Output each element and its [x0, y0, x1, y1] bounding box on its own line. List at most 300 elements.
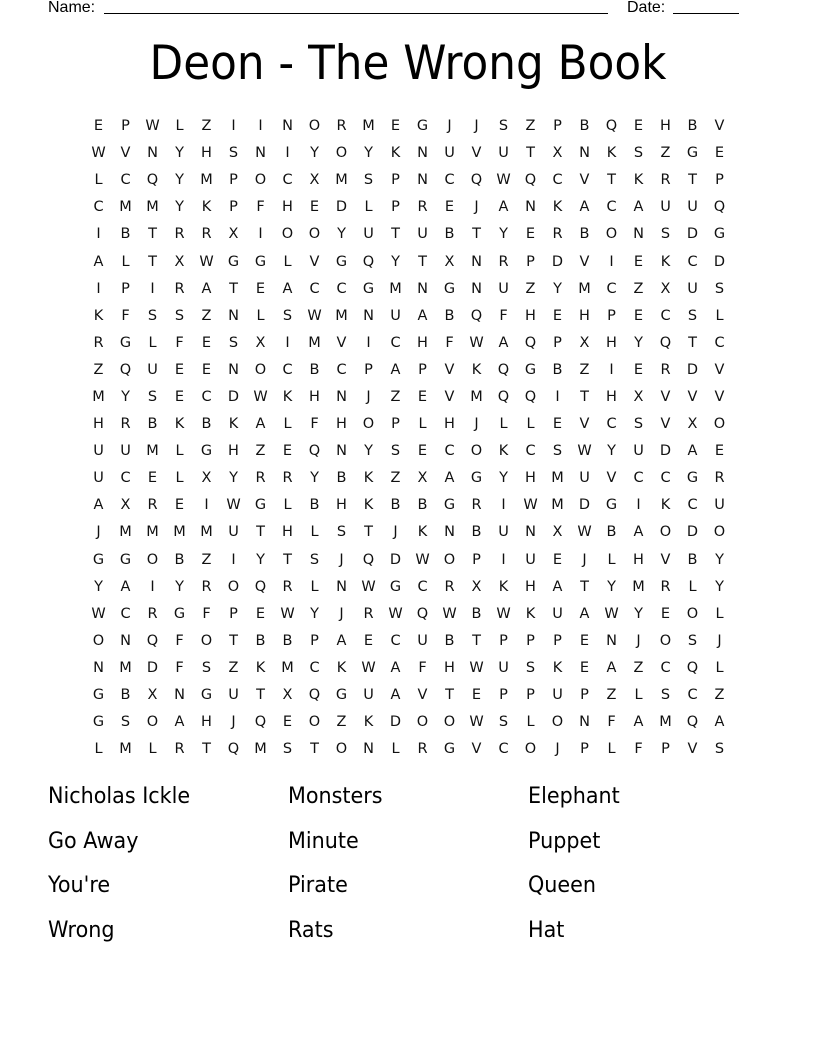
grid-letter[interactable]: J — [717, 632, 722, 649]
grid-letter[interactable]: G — [416, 118, 429, 135]
grid-letter[interactable]: A — [120, 578, 131, 595]
grid-letter[interactable]: L — [175, 470, 184, 487]
grid-letter[interactable]: N — [363, 307, 374, 324]
grid-letter[interactable]: G — [200, 443, 213, 460]
grid-letter[interactable]: Q — [524, 388, 537, 405]
grid-letter[interactable]: S — [120, 714, 131, 731]
grid-letter[interactable]: L — [715, 307, 724, 324]
grid-letter[interactable]: K — [498, 443, 509, 460]
grid-letter[interactable]: B — [336, 470, 347, 487]
grid-letter[interactable]: V — [417, 687, 428, 704]
grid-letter[interactable]: Y — [553, 280, 562, 297]
grid-letter[interactable]: X — [147, 687, 158, 704]
grid-letter[interactable]: T — [256, 524, 265, 541]
grid-letter[interactable]: Q — [146, 632, 159, 649]
grid-letter[interactable]: O — [92, 632, 105, 649]
grid-letter[interactable]: P — [580, 687, 589, 704]
grid-letter[interactable]: I — [501, 497, 506, 514]
grid-letter[interactable]: D — [551, 253, 564, 270]
grid-letter[interactable]: N — [336, 443, 347, 460]
grid-letter[interactable]: P — [553, 334, 562, 351]
grid-letter[interactable]: S — [390, 443, 401, 460]
grid-letter[interactable]: E — [633, 307, 644, 324]
grid-letter[interactable]: B — [687, 551, 698, 568]
grid-letter[interactable]: X — [552, 145, 563, 162]
grid-letter[interactable]: A — [498, 334, 509, 351]
grid-letter[interactable]: A — [93, 497, 104, 514]
grid-letter[interactable]: P — [526, 687, 535, 704]
grid-letter[interactable]: L — [310, 524, 319, 541]
grid-letter[interactable]: H — [606, 388, 617, 405]
grid-letter[interactable]: C — [120, 172, 131, 189]
grid-letter[interactable]: D — [389, 551, 402, 568]
grid-letter[interactable]: H — [579, 307, 590, 324]
grid-letter[interactable]: S — [525, 659, 536, 676]
grid-letter[interactable]: C — [390, 632, 401, 649]
grid-letter[interactable]: U — [498, 145, 509, 162]
grid-letter[interactable]: P — [391, 199, 400, 216]
grid-letter[interactable]: Z — [633, 280, 644, 297]
grid-letter[interactable]: L — [688, 578, 697, 595]
grid-letter[interactable]: L — [148, 334, 157, 351]
grid-letter[interactable]: K — [417, 524, 428, 541]
grid-letter[interactable]: I — [609, 253, 614, 270]
grid-letter[interactable]: Y — [364, 443, 373, 460]
grid-letter[interactable]: D — [335, 199, 348, 216]
grid-letter[interactable]: W — [523, 497, 538, 514]
grid-letter[interactable]: Q — [254, 714, 267, 731]
grid-letter[interactable]: K — [606, 145, 617, 162]
grid-letter[interactable]: O — [362, 416, 375, 433]
grid-letter[interactable]: H — [336, 416, 347, 433]
grid-letter[interactable]: Y — [175, 145, 184, 162]
grid-letter[interactable]: R — [660, 172, 671, 189]
grid-letter[interactable]: R — [120, 416, 131, 433]
grid-letter[interactable]: W — [604, 605, 619, 622]
grid-letter[interactable]: B — [309, 497, 320, 514]
grid-letter[interactable]: K — [336, 659, 347, 676]
grid-letter[interactable]: C — [282, 361, 293, 378]
grid-letter[interactable]: P — [121, 280, 130, 297]
grid-letter[interactable]: T — [688, 334, 697, 351]
grid-letter[interactable]: E — [255, 605, 266, 622]
grid-letter[interactable]: Y — [337, 226, 346, 243]
grid-letter[interactable]: G — [443, 280, 456, 297]
grid-letter[interactable]: K — [498, 578, 509, 595]
grid-letter[interactable]: W — [469, 334, 484, 351]
grid-letter[interactable]: W — [469, 659, 484, 676]
grid-letter[interactable]: F — [175, 334, 184, 351]
grid-letter[interactable]: K — [174, 416, 185, 433]
grid-letter[interactable]: E — [660, 605, 671, 622]
grid-letter[interactable]: Y — [94, 578, 103, 595]
grid-letter[interactable]: G — [254, 253, 267, 270]
grid-letter[interactable]: E — [471, 687, 482, 704]
grid-letter[interactable]: M — [119, 659, 132, 676]
grid-letter[interactable]: C — [660, 307, 671, 324]
grid-letter[interactable]: Z — [201, 307, 212, 324]
grid-letter[interactable]: R — [174, 741, 185, 758]
grid-letter[interactable]: J — [474, 118, 479, 135]
grid-letter[interactable]: C — [417, 578, 428, 595]
grid-letter[interactable]: W — [496, 172, 511, 189]
grid-letter[interactable]: G — [227, 253, 240, 270]
grid-letter[interactable]: A — [417, 307, 428, 324]
grid-letter[interactable]: R — [201, 578, 212, 595]
grid-letter[interactable]: P — [418, 361, 427, 378]
grid-letter[interactable]: N — [525, 199, 536, 216]
grid-letter[interactable]: L — [526, 416, 535, 433]
grid-letter[interactable]: M — [551, 497, 564, 514]
grid-letter[interactable]: E — [579, 659, 590, 676]
grid-letter[interactable]: J — [393, 524, 398, 541]
grid-letter[interactable]: X — [255, 334, 266, 351]
grid-letter[interactable]: Q — [524, 334, 537, 351]
grid-letter[interactable]: Z — [714, 687, 725, 704]
grid-letter[interactable]: O — [146, 551, 159, 568]
grid-letter[interactable]: O — [443, 714, 456, 731]
grid-letter[interactable]: M — [281, 659, 294, 676]
grid-letter[interactable]: C — [336, 361, 347, 378]
grid-letter[interactable]: K — [255, 659, 266, 676]
grid-letter[interactable]: I — [609, 361, 614, 378]
grid-letter[interactable]: G — [92, 687, 105, 704]
grid-letter[interactable]: Q — [308, 443, 321, 460]
grid-letter[interactable]: P — [580, 741, 589, 758]
grid-letter[interactable]: H — [282, 524, 293, 541]
grid-letter[interactable]: T — [418, 253, 427, 270]
grid-letter[interactable]: R — [714, 470, 725, 487]
grid-letter[interactable]: L — [94, 741, 103, 758]
grid-letter[interactable]: R — [660, 361, 671, 378]
grid-letter[interactable]: N — [363, 741, 374, 758]
grid-letter[interactable]: U — [120, 443, 131, 460]
grid-letter[interactable]: P — [526, 253, 535, 270]
grid-letter[interactable]: N — [606, 632, 617, 649]
grid-letter[interactable]: V — [606, 470, 617, 487]
grid-letter[interactable]: H — [417, 334, 428, 351]
grid-letter[interactable]: R — [282, 470, 293, 487]
grid-letter[interactable]: E — [579, 632, 590, 649]
grid-letter[interactable]: M — [146, 524, 159, 541]
grid-letter[interactable]: E — [174, 497, 185, 514]
grid-letter[interactable]: I — [231, 551, 236, 568]
grid-letter[interactable]: K — [552, 199, 563, 216]
grid-letter[interactable]: S — [714, 280, 725, 297]
grid-letter[interactable]: W — [469, 714, 484, 731]
grid-letter[interactable]: E — [714, 443, 725, 460]
grid-letter[interactable]: B — [606, 524, 617, 541]
grid-letter[interactable]: H — [201, 714, 212, 731]
grid-letter[interactable]: N — [255, 145, 266, 162]
grid-letter[interactable]: N — [120, 632, 131, 649]
grid-letter[interactable]: R — [174, 226, 185, 243]
grid-letter[interactable]: T — [202, 741, 211, 758]
grid-letter[interactable]: M — [335, 172, 348, 189]
grid-letter[interactable]: S — [147, 307, 158, 324]
grid-letter[interactable]: G — [119, 551, 132, 568]
grid-letter[interactable]: T — [472, 632, 481, 649]
grid-letter[interactable]: X — [228, 226, 239, 243]
grid-letter[interactable]: F — [445, 334, 454, 351]
grid-letter[interactable]: E — [309, 199, 320, 216]
grid-letter[interactable]: Z — [201, 118, 212, 135]
name-field[interactable] — [104, 13, 608, 14]
grid-letter[interactable]: I — [204, 497, 209, 514]
grid-letter[interactable]: U — [363, 687, 374, 704]
grid-letter[interactable]: O — [227, 578, 240, 595]
grid-letter[interactable]: Q — [416, 605, 429, 622]
grid-letter[interactable]: T — [580, 388, 589, 405]
grid-letter[interactable]: S — [660, 687, 671, 704]
grid-letter[interactable]: E — [363, 632, 374, 649]
grid-letter[interactable]: S — [552, 443, 563, 460]
grid-letter[interactable]: Z — [201, 551, 212, 568]
grid-letter[interactable]: K — [660, 253, 671, 270]
grid-letter[interactable]: E — [525, 226, 536, 243]
grid-letter[interactable]: B — [579, 118, 590, 135]
grid-letter[interactable]: N — [579, 145, 590, 162]
grid-letter[interactable]: N — [147, 145, 158, 162]
grid-letter[interactable]: F — [607, 714, 616, 731]
grid-letter[interactable]: B — [417, 497, 428, 514]
grid-letter[interactable]: U — [579, 470, 590, 487]
grid-letter[interactable]: Q — [470, 172, 483, 189]
grid-letter[interactable]: A — [255, 416, 266, 433]
grid-letter[interactable]: E — [552, 307, 563, 324]
grid-letter[interactable]: S — [174, 307, 185, 324]
grid-letter[interactable]: A — [201, 280, 212, 297]
grid-letter[interactable]: Q — [119, 361, 132, 378]
grid-letter[interactable]: H — [525, 470, 536, 487]
grid-letter[interactable]: O — [335, 741, 348, 758]
grid-letter[interactable]: L — [283, 497, 292, 514]
grid-letter[interactable]: L — [715, 605, 724, 622]
grid-letter[interactable]: F — [121, 307, 130, 324]
grid-letter[interactable]: S — [687, 307, 698, 324]
grid-letter[interactable]: B — [444, 632, 455, 649]
grid-letter[interactable]: A — [390, 687, 401, 704]
grid-letter[interactable]: B — [174, 551, 185, 568]
grid-letter[interactable]: G — [389, 578, 402, 595]
grid-letter[interactable]: G — [443, 741, 456, 758]
grid-letter[interactable]: I — [285, 145, 290, 162]
grid-letter[interactable]: W — [361, 659, 376, 676]
grid-letter[interactable]: Z — [336, 714, 347, 731]
grid-letter[interactable]: S — [228, 334, 239, 351]
grid-letter[interactable]: B — [552, 361, 563, 378]
grid-letter[interactable]: N — [282, 118, 293, 135]
grid-letter[interactable]: W — [361, 578, 376, 595]
grid-letter[interactable]: S — [363, 172, 374, 189]
grid-letter[interactable]: C — [120, 470, 131, 487]
grid-letter[interactable]: G — [200, 687, 213, 704]
grid-letter[interactable]: O — [146, 714, 159, 731]
grid-letter[interactable]: F — [499, 307, 508, 324]
grid-letter[interactable]: E — [174, 361, 185, 378]
grid-letter[interactable]: V — [687, 388, 698, 405]
grid-letter[interactable]: X — [309, 172, 320, 189]
grid-letter[interactable]: Z — [525, 118, 536, 135]
grid-letter[interactable]: L — [148, 741, 157, 758]
grid-letter[interactable]: S — [282, 741, 293, 758]
grid-letter[interactable]: Y — [364, 145, 373, 162]
grid-letter[interactable]: I — [555, 388, 560, 405]
grid-letter[interactable]: X — [579, 334, 590, 351]
grid-letter[interactable]: G — [713, 226, 726, 243]
grid-letter[interactable]: N — [417, 280, 428, 297]
grid-letter[interactable]: O — [308, 226, 321, 243]
grid-letter[interactable]: E — [417, 443, 428, 460]
grid-letter[interactable]: H — [336, 497, 347, 514]
grid-letter[interactable]: L — [256, 307, 265, 324]
grid-letter[interactable]: C — [633, 470, 644, 487]
grid-letter[interactable]: K — [363, 470, 374, 487]
grid-letter[interactable]: Z — [579, 361, 590, 378]
grid-letter[interactable]: A — [579, 605, 590, 622]
grid-letter[interactable]: N — [633, 226, 644, 243]
grid-letter[interactable]: H — [525, 578, 536, 595]
grid-letter[interactable]: K — [282, 388, 293, 405]
grid-letter[interactable]: K — [390, 145, 401, 162]
grid-letter[interactable]: A — [606, 659, 617, 676]
grid-letter[interactable]: U — [498, 280, 509, 297]
grid-letter[interactable]: E — [552, 551, 563, 568]
grid-letter[interactable]: V — [471, 741, 482, 758]
grid-letter[interactable]: L — [283, 253, 292, 270]
grid-letter[interactable]: N — [417, 172, 428, 189]
grid-letter[interactable]: X — [174, 253, 185, 270]
grid-letter[interactable]: L — [607, 551, 616, 568]
grid-letter[interactable]: G — [470, 470, 483, 487]
grid-letter[interactable]: X — [444, 253, 455, 270]
grid-letter[interactable]: M — [92, 388, 105, 405]
grid-letter[interactable]: V — [579, 172, 590, 189]
grid-letter[interactable]: C — [687, 497, 698, 514]
grid-letter[interactable]: Y — [715, 578, 724, 595]
grid-letter[interactable]: P — [526, 632, 535, 649]
grid-letter[interactable]: O — [281, 226, 294, 243]
grid-letter[interactable]: C — [552, 172, 563, 189]
grid-letter[interactable]: L — [364, 199, 373, 216]
grid-letter[interactable]: F — [175, 632, 184, 649]
grid-letter[interactable]: V — [309, 253, 320, 270]
grid-letter[interactable]: C — [525, 443, 536, 460]
grid-letter[interactable]: C — [498, 741, 509, 758]
grid-letter[interactable]: E — [552, 416, 563, 433]
grid-letter[interactable]: X — [471, 578, 482, 595]
grid-letter[interactable]: K — [363, 714, 374, 731]
grid-letter[interactable]: P — [499, 632, 508, 649]
grid-letter[interactable]: V — [444, 388, 455, 405]
grid-letter[interactable]: W — [91, 145, 106, 162]
grid-letter[interactable]: F — [256, 199, 265, 216]
grid-letter[interactable]: O — [470, 443, 483, 460]
grid-letter[interactable]: Z — [660, 145, 671, 162]
grid-letter[interactable]: K — [552, 659, 563, 676]
grid-letter[interactable]: V — [714, 388, 725, 405]
grid-letter[interactable]: T — [580, 578, 589, 595]
grid-letter[interactable]: Z — [228, 659, 239, 676]
grid-letter[interactable]: G — [443, 497, 456, 514]
grid-letter[interactable]: A — [579, 199, 590, 216]
grid-letter[interactable]: E — [255, 280, 266, 297]
grid-letter[interactable]: T — [229, 632, 238, 649]
grid-letter[interactable]: D — [389, 714, 402, 731]
grid-letter[interactable]: C — [687, 253, 698, 270]
grid-letter[interactable]: E — [714, 145, 725, 162]
grid-letter[interactable]: L — [418, 416, 427, 433]
grid-letter[interactable]: N — [444, 524, 455, 541]
grid-letter[interactable]: P — [229, 605, 238, 622]
grid-letter[interactable]: E — [201, 334, 212, 351]
grid-letter[interactable]: F — [310, 416, 319, 433]
grid-letter[interactable]: W — [442, 605, 457, 622]
grid-letter[interactable]: Z — [255, 443, 266, 460]
grid-letter[interactable]: B — [309, 361, 320, 378]
grid-letter[interactable]: D — [146, 659, 159, 676]
grid-letter[interactable]: I — [150, 280, 155, 297]
grid-letter[interactable]: G — [686, 470, 699, 487]
grid-letter[interactable]: E — [633, 253, 644, 270]
grid-letter[interactable]: M — [119, 741, 132, 758]
grid-letter[interactable]: C — [120, 605, 131, 622]
grid-letter[interactable]: G — [254, 497, 267, 514]
grid-letter[interactable]: C — [93, 199, 104, 216]
grid-letter[interactable]: L — [175, 118, 184, 135]
grid-letter[interactable]: M — [119, 199, 132, 216]
grid-letter[interactable]: N — [228, 361, 239, 378]
grid-letter[interactable]: Q — [497, 388, 510, 405]
grid-letter[interactable]: F — [202, 605, 211, 622]
grid-letter[interactable]: N — [579, 714, 590, 731]
grid-letter[interactable]: D — [686, 226, 699, 243]
grid-letter[interactable]: H — [444, 416, 455, 433]
grid-letter[interactable]: V — [336, 334, 347, 351]
grid-letter[interactable]: P — [391, 172, 400, 189]
grid-letter[interactable]: P — [310, 632, 319, 649]
grid-letter[interactable]: V — [714, 361, 725, 378]
grid-letter[interactable]: Q — [524, 172, 537, 189]
grid-letter[interactable]: J — [339, 605, 344, 622]
grid-letter[interactable]: W — [496, 605, 511, 622]
grid-letter[interactable]: O — [335, 145, 348, 162]
grid-letter[interactable]: V — [579, 416, 590, 433]
grid-letter[interactable]: W — [199, 253, 214, 270]
grid-letter[interactable]: B — [282, 632, 293, 649]
grid-letter[interactable]: Y — [229, 470, 238, 487]
grid-letter[interactable]: T — [148, 226, 157, 243]
grid-letter[interactable]: W — [307, 307, 322, 324]
grid-letter[interactable]: S — [687, 632, 698, 649]
grid-letter[interactable]: Y — [256, 551, 265, 568]
grid-letter[interactable]: W — [91, 605, 106, 622]
grid-letter[interactable]: N — [471, 280, 482, 297]
grid-letter[interactable]: M — [308, 334, 321, 351]
grid-letter[interactable]: B — [255, 632, 266, 649]
grid-letter[interactable]: L — [283, 416, 292, 433]
grid-letter[interactable]: J — [366, 388, 371, 405]
grid-letter[interactable]: V — [660, 416, 671, 433]
grid-letter[interactable]: B — [471, 524, 482, 541]
grid-letter[interactable]: X — [120, 497, 131, 514]
grid-letter[interactable]: E — [147, 470, 158, 487]
grid-letter[interactable]: G — [686, 145, 699, 162]
grid-letter[interactable]: V — [687, 741, 698, 758]
grid-letter[interactable]: U — [417, 226, 428, 243]
grid-letter[interactable]: B — [147, 416, 158, 433]
grid-letter[interactable]: R — [444, 578, 455, 595]
